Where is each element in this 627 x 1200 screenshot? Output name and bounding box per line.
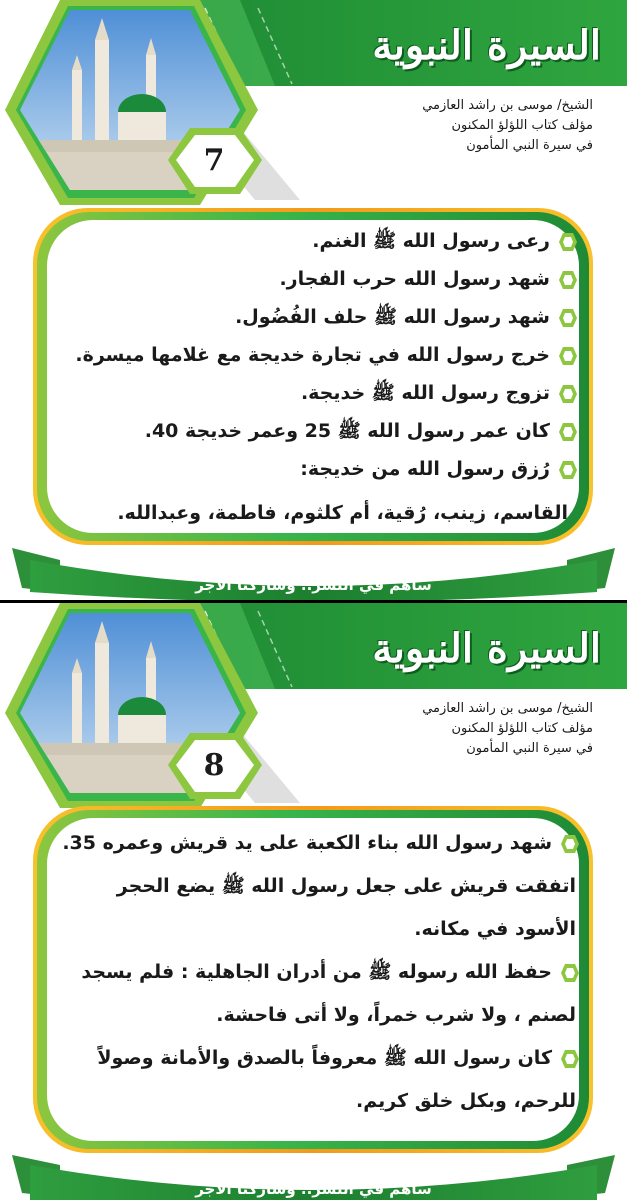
item-text: رعى رسول الله ﷺ الغنم. (312, 230, 550, 252)
list-item (62, 822, 580, 865)
list-item (70, 260, 578, 298)
item-text: شهد رسول الله حرب الفجار. (279, 268, 550, 290)
hexagon-bullet-icon (556, 336, 578, 374)
author-line: في سيرة النبي المأمون (466, 138, 593, 153)
list-item (70, 336, 578, 374)
list-item (70, 222, 578, 260)
item-continuation: لصنم ، ولا شرب خمراً، ولا أتى فاحشة. (216, 1004, 576, 1026)
item-text: كان عمر رسول الله ﷺ 25 وعمر خديجة 40. (144, 420, 550, 442)
lesson-number: 7 (203, 143, 225, 178)
item-text: تزوج رسول الله ﷺ خديجة. (300, 382, 550, 404)
list-item (62, 951, 580, 994)
item-text: خرج رسول الله في تجارة خديجة مع غلامها ميسرة. (75, 344, 550, 366)
hexagon-bullet-icon (556, 374, 578, 412)
page-title: السيرة النبوية (372, 625, 601, 672)
author-line: مؤلف كتاب اللؤلؤ المكنون (451, 118, 593, 133)
author-info (293, 699, 593, 759)
list-item (70, 412, 578, 450)
hexagon-bullet-icon (556, 412, 578, 450)
item-text: شهد رسول الله بناء الكعبة على يد قريش وعمره 35. (62, 832, 552, 854)
item-text: شهد رسول الله ﷺ حلف الفُضُول. (235, 306, 550, 328)
item-text: حفظ الله رسوله ﷺ من أدران الجاهلية : فلم يسجد (81, 961, 552, 983)
item-continuation: للرحم، وبكل خلق كريم. (355, 1090, 576, 1112)
lesson-number: 8 (203, 748, 225, 783)
hexagon-bullet-icon (556, 450, 578, 488)
list-item (62, 1037, 580, 1080)
author-line: الشيخ/ موسى بن راشد العازمي (422, 701, 593, 716)
list-item (70, 374, 578, 412)
page-title: السيرة النبوية (372, 22, 601, 69)
item-text: رُزق رسول الله من خديجة: (300, 458, 550, 480)
list-item (70, 450, 578, 488)
hexagon-bullet-icon (558, 1037, 580, 1075)
item-text: كان رسول الله ﷺ معروفاً بالصدق والأمانة وصولاً (97, 1047, 552, 1069)
hexagon-bullet-icon (558, 951, 580, 989)
author-info (293, 96, 593, 156)
list-item (70, 298, 578, 336)
author-line: مؤلف كتاب اللؤلؤ المكنون (451, 721, 593, 736)
hexagon-bullet-icon (558, 822, 580, 860)
card-8 (0, 603, 627, 1200)
hexagon-bullet-icon (556, 260, 578, 298)
item-continuation: القاسم، زينب، رُقية، أم كلثوم، فاطمة، وعبدالله. (117, 502, 568, 524)
footer-banner-text: ساهم في النشر.. وشاركنا الأجر (195, 1180, 432, 1198)
hexagon-bullet-icon (556, 222, 578, 260)
item-continuation: اتفقت قريش على جعل رسول الله ﷺ يضع الحجر (116, 875, 576, 897)
author-line: في سيرة النبي المأمون (466, 741, 593, 756)
content-list (70, 222, 578, 532)
author-line: الشيخ/ موسى بن راشد العازمي (422, 98, 593, 113)
item-continuation: الأسود في مكانه. (414, 918, 576, 940)
hexagon-bullet-icon (556, 298, 578, 336)
footer-banner-text: ساهم في النشر.. وشاركنا الأجر (195, 576, 432, 594)
content-list (62, 822, 580, 1123)
